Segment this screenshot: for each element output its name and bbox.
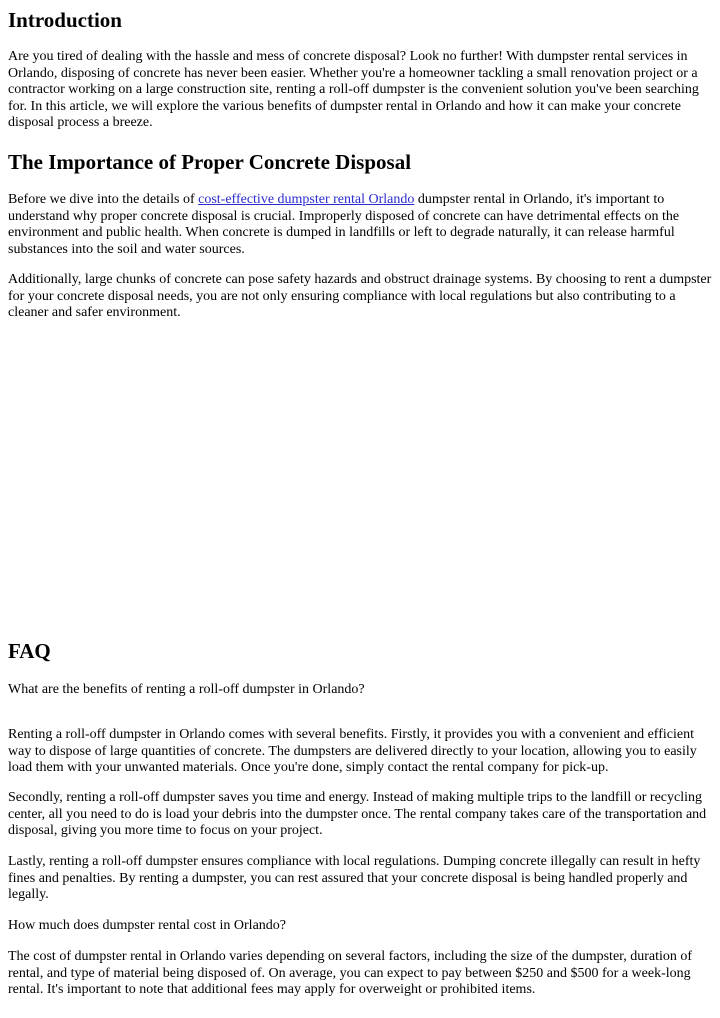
- faq-answer-1-paragraph-2: Secondly, renting a roll-off dumpster saves you time and energy. Instead of making multiple trips to the landfill or recycling center, all you need to do is load your debris into the dumpster once. The rental company takes care of the transportation and disposal, giving you more time to focus on your project.: [8, 790, 707, 838]
- faq-answer-2-paragraph-1: The cost of dumpster rental in Orlando varies depending on several factors, including the size of the dumpster, duration of rental, and type of material being disposed of. On average, you can expect to pay between $250 and $500 for a week-long rental. It's important to note that additional fees may apply for overweight or prohibited items.: [8, 949, 693, 997]
- intro-paragraph: Are you tired of dealing with the hassle and mess of concrete disposal? Look no further! With dumpster rental services in Orlando, disposing of concrete has never been easier. Whether you're a homeowner tackling a small renovation project or a contractor working on a large construction site, renting a roll-off dumpster is the convenient solution you've been searching for. In this article, we will explore the various benefits of dumpster rental in Orlando and how it can make your concrete disposal process a breeze.: [8, 49, 699, 130]
- dumpster-rental-link[interactable]: cost-effective dumpster rental Orlando: [198, 192, 415, 207]
- importance-paragraph-1: [8, 192, 713, 258]
- faq-answer-1-paragraph-1: Renting a roll-off dumpster in Orlando comes with several benefits. Firstly, it provides you with a convenient and efficient way to dispose of large quantities of concrete. The dumpsters are delivered directly to your location, allowing you to easily load them with your unwanted materials. Once you're done, simply contact the rental company for pick-up.: [8, 727, 697, 775]
- importance-p1-text-before: Before we dive into the details of: [8, 192, 199, 207]
- intro-heading: Introduction: [8, 8, 122, 32]
- importance-p1-text-after: dumpster rental in Orlando, it's important to understand why proper concrete disposal is crucial. Improperly disposed of concrete can have detrimental effects on the environment and public health. When concrete is dumped in landfills or left to degrade naturally, it can release harmful substances into the soil and water sources.: [8, 192, 680, 257]
- importance-heading: The Importance of Proper Concrete Disposal: [8, 150, 412, 174]
- importance-paragraph-2: Additionally, large chunks of concrete can pose safety hazards and obstruct drainage systems. By choosing to rent a dumpster for your concrete disposal needs, you are not only ensuring compliance with local regulations but also contributing to a cleaner and safer environment.: [8, 272, 712, 320]
- faq-heading: FAQ: [8, 639, 51, 663]
- faq-answer-1-paragraph-3: Lastly, renting a roll-off dumpster ensures compliance with local regulations. Dumping concrete illegally can result in hefty fines and penalties. By renting a dumpster, you can rest assured that your concrete disposal is being handled properly and legally.: [8, 854, 701, 902]
- faq-question-2: How much does dumpster rental cost in Orlando?: [8, 918, 286, 933]
- faq-question-1: What are the benefits of renting a roll-off dumpster in Orlando?: [8, 682, 365, 697]
